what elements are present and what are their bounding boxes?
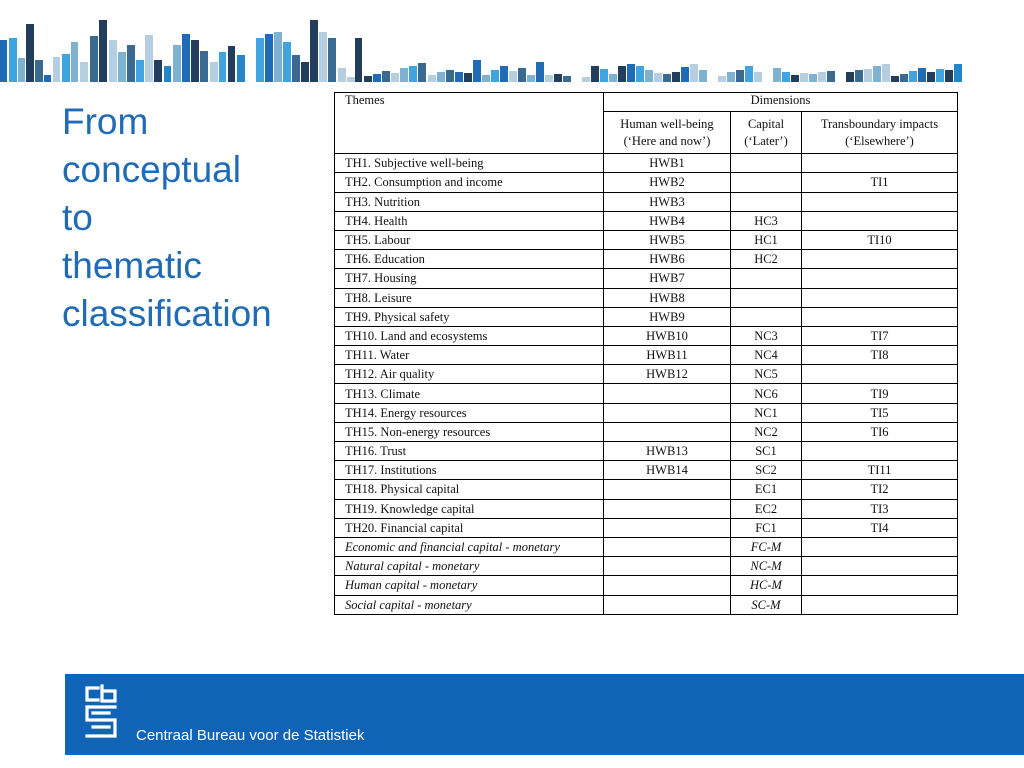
- skyline-bar: [791, 75, 799, 82]
- hwb-cell: HWB3: [604, 192, 731, 211]
- skyline-bar: [754, 72, 762, 82]
- theme-cell: Human capital - monetary: [335, 576, 604, 595]
- skyline-bar: [319, 32, 327, 82]
- skyline-bar: [446, 70, 454, 82]
- skyline-bar: [527, 75, 535, 82]
- title-line: classification: [62, 293, 272, 334]
- ti-cell: TI8: [802, 346, 958, 365]
- skyline-bar: [274, 32, 282, 82]
- skyline-bar: [681, 67, 689, 82]
- hwb-cell: HWB9: [604, 307, 731, 326]
- skyline-bar: [44, 75, 51, 82]
- skyline-bar: [954, 64, 962, 82]
- skyline-bar: [200, 51, 208, 82]
- capital-cell: HC3: [731, 211, 802, 230]
- ti-cell: [802, 557, 958, 576]
- table-row: [335, 230, 958, 249]
- hwb-cell: HWB12: [604, 365, 731, 384]
- skyline-bar: [827, 71, 835, 82]
- ti-cell: TI7: [802, 326, 958, 345]
- theme-cell: TH20. Financial capital: [335, 518, 604, 537]
- capital-cell: NC2: [731, 422, 802, 441]
- capital-cell: FC-M: [731, 537, 802, 556]
- cbs-logo-icon: [83, 684, 119, 744]
- header-themes: Themes: [335, 93, 604, 154]
- theme-cell: TH3. Nutrition: [335, 192, 604, 211]
- capital-cell: NC5: [731, 365, 802, 384]
- theme-cell: TH1. Subjective well-being: [335, 154, 604, 173]
- table-row: [335, 442, 958, 461]
- ti-cell: TI11: [802, 461, 958, 480]
- table-row: [335, 211, 958, 230]
- skyline-bar: [563, 76, 571, 82]
- skyline-bar: [473, 60, 481, 82]
- skyline-bar: [62, 54, 70, 82]
- skyline-bar: [672, 72, 680, 82]
- table-body: [335, 154, 958, 615]
- skyline-bar: [237, 55, 245, 82]
- theme-cell: TH18. Physical capital: [335, 480, 604, 499]
- skyline-bar: [53, 57, 60, 82]
- skyline-bar: [80, 62, 88, 82]
- table-row: [335, 461, 958, 480]
- table-row: [335, 403, 958, 422]
- theme-classification-table: [334, 92, 958, 615]
- ti-cell: [802, 211, 958, 230]
- skyline-bar: [256, 38, 264, 82]
- header-line: (‘Here and now’): [623, 133, 711, 148]
- header-line: (‘Elsewhere’): [845, 133, 914, 148]
- skyline-bar: [9, 38, 17, 82]
- skyline-bar: [455, 72, 463, 82]
- skyline-bar: [636, 66, 644, 82]
- ti-cell: [802, 288, 958, 307]
- table-row: [335, 154, 958, 173]
- header-dimensions: Dimensions: [604, 93, 958, 112]
- skyline-bar: [500, 66, 508, 82]
- skyline-bar: [800, 73, 808, 82]
- table-row: [335, 192, 958, 211]
- skyline-bar: [873, 66, 881, 82]
- theme-cell: Economic and financial capital - monetary: [335, 537, 604, 556]
- table-row: [335, 326, 958, 345]
- table-row: [335, 250, 958, 269]
- hwb-cell: HWB5: [604, 230, 731, 249]
- hwb-cell: HWB6: [604, 250, 731, 269]
- capital-cell: NC4: [731, 346, 802, 365]
- table-row: [335, 365, 958, 384]
- skyline-bar: [582, 77, 590, 82]
- hwb-cell: HWB11: [604, 346, 731, 365]
- skyline-bar: [909, 71, 917, 82]
- skyline-bar: [347, 77, 355, 82]
- hwb-cell: [604, 499, 731, 518]
- skyline-bar: [283, 42, 291, 82]
- table-row: [335, 557, 958, 576]
- ti-cell: TI10: [802, 230, 958, 249]
- ti-cell: [802, 250, 958, 269]
- ti-cell: TI6: [802, 422, 958, 441]
- skyline-bar: [609, 74, 617, 82]
- skyline-bar: [400, 68, 408, 82]
- table-row: [335, 346, 958, 365]
- skyline-bar: [118, 52, 126, 82]
- header-line: Human well-being: [620, 116, 714, 131]
- ti-cell: [802, 442, 958, 461]
- hwb-cell: [604, 557, 731, 576]
- skyline-bar: [219, 52, 226, 82]
- skyline-bar: [736, 70, 744, 82]
- table-row: [335, 499, 958, 518]
- skyline-bar: [518, 68, 526, 82]
- skyline-bar: [210, 62, 218, 82]
- title-line: From: [62, 101, 149, 142]
- capital-cell: NC6: [731, 384, 802, 403]
- capital-cell: EC2: [731, 499, 802, 518]
- header-line: Transboundary impacts: [820, 116, 939, 131]
- table-row: [335, 537, 958, 556]
- hwb-cell: [604, 595, 731, 614]
- table-row: [335, 269, 958, 288]
- ti-cell: [802, 192, 958, 211]
- skyline-bar: [591, 66, 599, 82]
- skyline-bar: [428, 75, 436, 82]
- skyline-bar: [945, 70, 953, 82]
- ti-cell: TI3: [802, 499, 958, 518]
- theme-cell: Social capital - monetary: [335, 595, 604, 614]
- capital-cell: [731, 192, 802, 211]
- skyline-bar: [491, 70, 499, 82]
- capital-cell: [731, 288, 802, 307]
- ti-cell: [802, 576, 958, 595]
- skyline-bar: [355, 38, 362, 82]
- header-line: (‘Later’): [744, 133, 788, 148]
- capital-cell: [731, 154, 802, 173]
- skyline-bar: [809, 74, 817, 82]
- theme-cell: TH7. Housing: [335, 269, 604, 288]
- ti-cell: TI9: [802, 384, 958, 403]
- header-human-well-being: [604, 112, 731, 154]
- hwb-cell: HWB1: [604, 154, 731, 173]
- skyline-bar: [699, 70, 707, 82]
- skyline-bar: [846, 72, 854, 82]
- hwb-cell: [604, 576, 731, 595]
- capital-cell: [731, 307, 802, 326]
- skyline-bar: [727, 72, 735, 82]
- table-row: [335, 576, 958, 595]
- hwb-cell: HWB7: [604, 269, 731, 288]
- footer-bar: [65, 674, 1024, 755]
- hwb-cell: HWB8: [604, 288, 731, 307]
- skyline-bar: [900, 74, 908, 82]
- skyline-bar: [154, 60, 162, 82]
- hwb-cell: [604, 422, 731, 441]
- skyline-bar: [855, 70, 863, 82]
- skyline-bar: [782, 72, 790, 82]
- table-row: [335, 288, 958, 307]
- title-line: to: [62, 197, 93, 238]
- theme-cell: TH2. Consumption and income: [335, 173, 604, 192]
- skyline-bar: [373, 74, 381, 82]
- skyline-bar: [936, 69, 944, 82]
- table-row: [335, 595, 958, 614]
- ti-cell: [802, 595, 958, 614]
- skyline-bar: [718, 76, 726, 82]
- capital-cell: HC2: [731, 250, 802, 269]
- capital-cell: [731, 173, 802, 192]
- skyline-bar: [0, 40, 7, 82]
- capital-cell: [731, 269, 802, 288]
- theme-cell: TH17. Institutions: [335, 461, 604, 480]
- theme-cell: TH5. Labour: [335, 230, 604, 249]
- capital-cell: SC1: [731, 442, 802, 461]
- skyline-bar: [35, 60, 43, 82]
- hwb-cell: [604, 537, 731, 556]
- ti-cell: TI1: [802, 173, 958, 192]
- capital-cell: HC1: [731, 230, 802, 249]
- skyline-bar: [482, 75, 490, 82]
- skyline-bar: [301, 62, 309, 82]
- skyline-bar: [328, 38, 336, 82]
- theme-cell: TH6. Education: [335, 250, 604, 269]
- ti-cell: [802, 307, 958, 326]
- skyline-bar: [437, 72, 445, 82]
- skyline-bar: [164, 66, 171, 82]
- ti-cell: [802, 365, 958, 384]
- skyline-bar: [600, 69, 608, 82]
- skyline-bar: [364, 76, 372, 82]
- theme-cell: Natural capital - monetary: [335, 557, 604, 576]
- capital-cell: NC3: [731, 326, 802, 345]
- theme-cell: TH12. Air quality: [335, 365, 604, 384]
- capital-cell: EC1: [731, 480, 802, 499]
- skyline-bar: [464, 73, 472, 82]
- hwb-cell: HWB2: [604, 173, 731, 192]
- hwb-cell: [604, 518, 731, 537]
- table-row: [335, 307, 958, 326]
- skyline-bar: [127, 45, 135, 82]
- skyline-bar: [18, 58, 25, 82]
- skyline-bar: [645, 70, 653, 82]
- table-row: [335, 384, 958, 403]
- skyline-bar: [338, 68, 346, 82]
- theme-cell: TH13. Climate: [335, 384, 604, 403]
- skyline-bar: [864, 69, 872, 82]
- capital-cell: NC1: [731, 403, 802, 422]
- skyline-bar: [99, 20, 107, 82]
- theme-cell: TH15. Non-energy resources: [335, 422, 604, 441]
- ti-cell: TI2: [802, 480, 958, 499]
- skyline-bar: [545, 75, 553, 82]
- skyline-bar: [891, 76, 899, 82]
- capital-cell: HC-M: [731, 576, 802, 595]
- skyline-bar: [927, 72, 935, 82]
- skyline-bar: [265, 34, 273, 82]
- skyline-bar: [145, 35, 153, 82]
- theme-cell: TH11. Water: [335, 346, 604, 365]
- hwb-cell: HWB14: [604, 461, 731, 480]
- skyline-bar: [109, 40, 117, 82]
- skyline-bar: [918, 68, 926, 82]
- title-line: conceptual: [62, 149, 241, 190]
- table-row: [335, 422, 958, 441]
- skyline-bar: [90, 36, 98, 82]
- skyline-bar: [228, 46, 235, 82]
- header-transboundary-impacts: [802, 112, 958, 154]
- decorative-bar-skyline: [0, 0, 1024, 82]
- organization-name: Centraal Bureau voor de Statistiek: [136, 727, 365, 744]
- ti-cell: [802, 537, 958, 556]
- hwb-cell: [604, 384, 731, 403]
- title-line: thematic: [62, 245, 202, 286]
- skyline-bar: [882, 64, 890, 82]
- skyline-bar: [554, 74, 562, 82]
- theme-cell: TH16. Trust: [335, 442, 604, 461]
- ti-cell: TI4: [802, 518, 958, 537]
- header-capital: [731, 112, 802, 154]
- skyline-bar: [26, 24, 34, 82]
- hwb-cell: [604, 480, 731, 499]
- theme-cell: TH10. Land and ecosystems: [335, 326, 604, 345]
- skyline-bar: [654, 73, 662, 82]
- skyline-bar: [509, 71, 517, 82]
- theme-cell: TH4. Health: [335, 211, 604, 230]
- skyline-bar: [663, 74, 671, 82]
- header-line: Capital: [747, 116, 785, 131]
- theme-cell: TH9. Physical safety: [335, 307, 604, 326]
- ti-cell: [802, 269, 958, 288]
- table-row: [335, 480, 958, 499]
- skyline-bar: [136, 60, 144, 82]
- table-row: [335, 173, 958, 192]
- skyline-bar: [173, 45, 181, 82]
- capital-cell: FC1: [731, 518, 802, 537]
- hwb-cell: [604, 403, 731, 422]
- skyline-bar: [418, 63, 426, 82]
- table-row: [335, 518, 958, 537]
- theme-cell: TH8. Leisure: [335, 288, 604, 307]
- skyline-bar: [71, 42, 78, 82]
- hwb-cell: HWB10: [604, 326, 731, 345]
- skyline-bar: [745, 66, 753, 82]
- page-title: [62, 98, 312, 338]
- theme-cell: TH14. Energy resources: [335, 403, 604, 422]
- skyline-bar: [618, 66, 626, 82]
- hwb-cell: HWB13: [604, 442, 731, 461]
- ti-cell: [802, 154, 958, 173]
- skyline-bar: [391, 73, 399, 82]
- skyline-bar: [310, 20, 318, 82]
- capital-cell: SC-M: [731, 595, 802, 614]
- skyline-bar: [536, 62, 544, 82]
- capital-cell: NC-M: [731, 557, 802, 576]
- skyline-bar: [409, 66, 417, 82]
- skyline-bar: [773, 68, 781, 82]
- skyline-bar: [182, 34, 190, 82]
- hwb-cell: HWB4: [604, 211, 731, 230]
- skyline-bar: [382, 71, 390, 82]
- skyline-bar: [627, 64, 635, 82]
- skyline-bar: [292, 55, 300, 82]
- skyline-bar: [818, 72, 826, 82]
- skyline-bar: [191, 40, 199, 82]
- ti-cell: TI5: [802, 403, 958, 422]
- capital-cell: SC2: [731, 461, 802, 480]
- theme-cell: TH19. Knowledge capital: [335, 499, 604, 518]
- skyline-bar: [690, 64, 698, 82]
